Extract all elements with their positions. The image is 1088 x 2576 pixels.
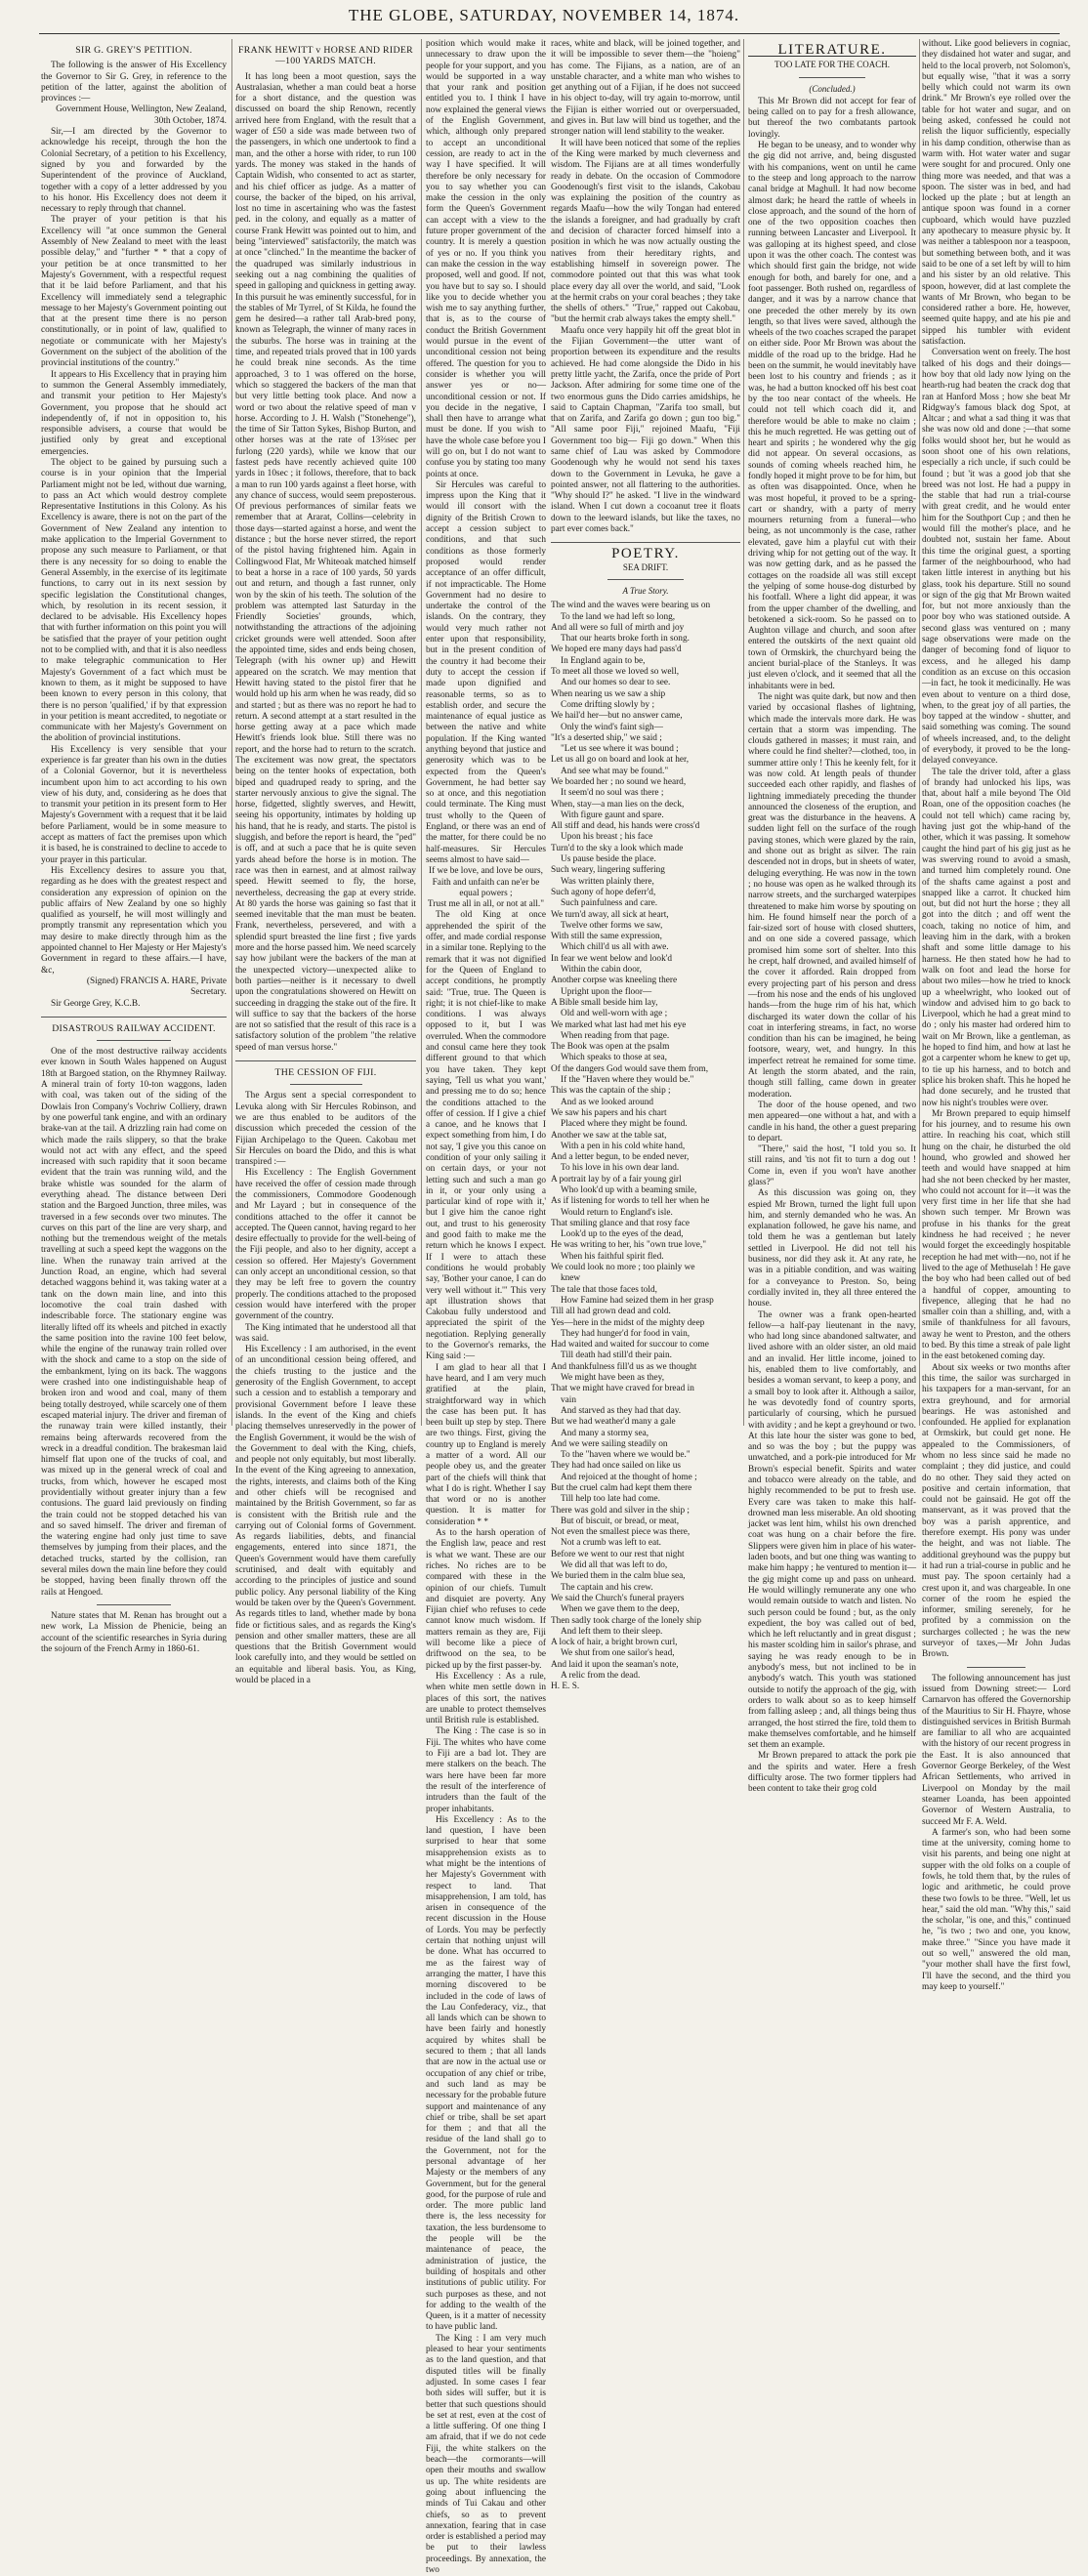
paragraph: The owner was a frank open-hearted fellow—a half-pay lieutenant in the navy, who had long since abandoned saltwater, and lived ashore with an older sister, an old maid and an invalid. Her little income, joined to his, enabled them to live comfortably, and besides a woman servant, to keep a pony, and a small boy to look after it. Although a sailor, he was devotedly fond of country sports, particularly of coursing, which he pursued with avidity ; and he kept a greyhound or two. At this late hour the sister was gone to bed, and so was the boy ; but the puppy was unwatched, and a pork-pie introduced for Mr Brown's especial benefit. Spirits and water and tobacco were already on the table, and highly recommended to be put to fresh use. Every care was taken to make this half-drowned man less miserable. An old shooting jacket was lent him, whilst his own drenched coat was hung on a chair before the fire. Slippers were given him in place of his water-laden boots, and but one thing was wanting to make him happy ; he ventured to mention it—the gig might come up and pass on unheard. He would willingly remunerate any one who would remain outside to watch and listen. No such person could be found ; but, as the only expedient, the boy was called out of bed, which he left reluctantly and in great disgust ; his master scolding him in sailor's phrase, and saying he was ready enough to be in anybody's mess, but not inclined to be in anybody's watch. This youth was stationed outside to notify the approach of the gig, with orders to walk about so as to keep himself from falling asleep ; and, all things being thus arranged, the host stirred the fire, told them to make themselves comfortable, and he himself set them an example. xyxy=(748,1309,916,1751)
verse-line: Yes—here in the midst of the mighty deep xyxy=(551,1317,705,1328)
verse-line: Look'd up to the eyes of the dead, xyxy=(561,1229,684,1240)
verse-line: Not a crumb was left to eat. xyxy=(561,1538,662,1549)
short-rule xyxy=(967,1667,1026,1668)
verse-line: Which speaks to those at sea, xyxy=(561,1053,667,1063)
verse-line: We did all that was left to do, xyxy=(561,1560,668,1571)
verse-line: They had hunger'd for food in vain, xyxy=(561,1328,690,1339)
paragraph: races, white and black, will be joined together, and it will be impossible to sever them—the "hoieng" has come. The Fijians, as a nation, are of an unstable character, and a white man who wishes to get anything out of a Fijian, if he does not succeed in his object to-day, will try again to-morrow, until the Fijian is either worried out or overpersuaded, and gives in. But law will bind us together, and the stronger nation will lend stability to the weaker. xyxy=(551,39,740,138)
story-subtitle: (Concluded.) xyxy=(809,83,856,94)
verse-line: We might have been as they, xyxy=(561,1373,665,1384)
paragraph: Mr Brown prepared to equip himself for his journey, and to resume his own attire. In reaching his coat, which still hung on the chair, he disturbed the old hound, who growled and showed her teeth and would have snapped at him had she not been checked by her master, who could not account for it—it was the very first time in her life that she had shown such temper. Mr Brown was profuse in his thanks for the great kindness he had received ; he never would forget the exceedingly hospitable reception he had met with—no, not if he lived to the age of Methuselah ! He gave the boy who had been called out of bed a handful of copper, amounting to fivepence, alleging that he had no smaller coin than a shilling, and, with a smile of thankfulness for all favours, away he went to Preston, and the others to bed. By this time a streak of pale light in the east betokened coming day. xyxy=(922,1108,1070,1362)
paragraph: A farmer's son, who had been some time at the university, coming home to visit his parents, and being one night at supper with the old folks on a couple of fowls, he told them that, by the rules of logic and arithmetic, he could prove these two fowls to be three. "Well, let us hear," said the old man. "Why this," said the scholar, "is one, and this," continued he, "is two ; two and one, you know, make three." "Since you have made it out so well," answered the old man, "your mother shall have the first fowl, I'll have the second, and the third you may keep to yourself." xyxy=(922,1827,1070,1992)
verse-line: The Book was open at the psalm xyxy=(551,1042,670,1053)
verse-line: We turn'd away, all sick at heart, xyxy=(551,909,669,920)
section-title-poetry: POETRY. xyxy=(611,546,680,562)
verse-line: Till help too late had come. xyxy=(561,1494,660,1505)
verse-line: And laid it upon the seaman's note, xyxy=(551,1659,679,1670)
verse-line: Till all had grown dead and cold. xyxy=(551,1307,671,1317)
column-6 xyxy=(922,39,1070,1992)
verse-line: To the "haven where we would be." xyxy=(561,1450,690,1461)
verse-line: To the land we had left so long, xyxy=(561,611,676,622)
section-title-literature: LITERATURE. xyxy=(748,45,916,57)
paragraph: His Excellency desires to assure you that, regarding as he does with the greatest respect and consideration any expression of opinion on the public affairs of New Zealand by one so highly qualified as yourself, he will most willingly and promptly transmit any representation which you may desire to make directly through him as the appointed channel to Her Majesty or Her Majesty's Government in regard to these affairs.—I have, &c, xyxy=(41,865,227,976)
paragraph: Conversation went on freely. The host talked of his dogs and their doings—how boy that old lady now lying on the hearth-rug had beaten the crack dog that ran at Hanford Moss ; how she beat Mr Ridgway's famous black dog Spot, at Altcar ; and what a sad thing it was that she was now old and done ;—that some folks would shoot her, but he would as soon shoot one of his own relations, especially a rich uncle, if such could be found ; but 'it was a good job that she breed was not lost. He had a puppy in the stable that had run a trial-course with great credit, and he would enter him for the Southport Cup ; and then he would fill the mother's place, and he doubted not, sustain her fame. About this time the original guest, a sporting farmer of the neighbourhood, who had taken little interest in anything but his glass, took his departure. Still no sound or sign of the gig that Mr Brown waited for, but not more anxiously than the poor boy who was stationed outside. A second glass was ventured on ; many sage observations were made on the danger of becoming fond of liquor to excess, and he alleged his damp condition as an excuse on this occasion—in fact, he took it medicinally. He was even about to venture on a third dose, when, to the great joy of all parties, the boy tapped at the window - shutter, and said something was coming. The sound of wheels increased, and, to the delight of everybody, it proved to be the long-delayed conveyance. xyxy=(922,348,1070,767)
verse-line: When his faithful spirit fled. xyxy=(561,1251,664,1262)
quote-line: Trust me all in all, or not at all." xyxy=(427,899,545,910)
verse-line: The wind and the waves were bearing us on xyxy=(551,601,711,611)
paragraph: His Excellency : I am authorised, in the event of an unconditional cession being offered, and the chiefs trusting to the justice and the generosity of the English Government, to accept such a cession and to establish a temporary and provisional Government before I leave these islands. In the event of the King and chiefs placing themselves unreservedly in the power of the English Government, it would be the wish of the Government to deal with the King, chiefs, and people not only equitably, but most liberally. In the event of the King agreeing to annexation, the rights, interests, and claims both of the King and other chiefs will be recognised and maintained by the British Government, so far as is consistent with the British rule and the carrying out of Colonial forms of Government. As regards liabilities, debts, and financial engagements, entered into since 1871, the Queen's Government would have them carefully scrutinised, and dealt with equitably and according to the principles of justice and sound public policy. Any personal liability of the King would be taken over by the Queen's Government. As regards titles to land, whether made by bona fide or fictitious sales, and as regards the King's pension and other smaller matters, these are all questions that the British Government would look carefully into, and they would be settled on an equitable and liberal basis. You, as King, would be placed in a xyxy=(235,1345,416,1686)
verse-line: Till death had still'd their pain. xyxy=(561,1350,672,1361)
section-rule xyxy=(41,1017,227,1018)
verse-line: When reading from that page. xyxy=(561,1030,670,1041)
dateline: Government House, Wellington, New Zealand, 30th October, 1874. xyxy=(56,104,227,126)
verse-line: We marked what last had met his eye xyxy=(551,1019,687,1030)
verse-line: Come drifting slowly by ; xyxy=(561,699,655,710)
signature: (Signed) FRANCIS A. HARE, Private Secretary. xyxy=(86,976,227,998)
paragraph: The night was quite dark, but now and then varied by occasional flashes of lightning, which made the intervals more dark. He was certain that a storm was impending. The clouds gathered in masses; it must rain, and where could he find shelter?—clothed, too, in summer attire only ! This he keenly felt, for it was now cold. At length peals of thunder succeeded each other rapidly, and flashes of lightning immediately preceding the thunder announced the closeness of the eruption, and great was the disturbance in the heavens. A sudden light fell on the surface of the rough paving stones, which were glazed by the rain, and shone out as bright as silver. The rain descended not in drops, but in sheets of water, deluging everything. He was now in the town ; no house was open as he walked through its narrow streets, and the surcharged waterpipes threatened to make him worse by spouting on him. He found himself near the porch of a fair-sized sort of house with closed shutters, and on one side a covered passage, which promised him some sort of shelter. Into this he crept, half drowned, and availed himself of the cover it afforded. Rain dropped from every projecting part of his person and dress—from his nose and the ends of his ungloved hands—from the huge rim of his hat, which discharged its water down the collar of his coat in interfering streams, in fact, no worse condition than his can be imagined, he being footsore, weary, wet, and hungry. In this imperfect retreat he remained for some time. At length the storm abated, and the rain, though still falling, came down in greater moderation. xyxy=(748,691,916,1100)
paragraph: The following announcement has just issued from Downing street:— Lord Carnarvon has offered the Governorship of the Mauritius to Sir H. Fhayre, whose distinguished services in British Burmah are familiar to all who are acquainted with the history of our recent progress in the East. It is also announced that Governor George Berkeley, of the West African Settlements, who arrived in Liverpool on Monday by the mail steamer Loanda, has been appointed Governor of Western Australia, to succeed Mr F. A. Weld. xyxy=(922,1673,1070,1827)
paragraph: Nature states that M. Renan has brought out a new work, La Mission de Phenicie, being an account of the scientific researches in Syria during the sojourn of the French Army in 1860-61. xyxy=(41,1610,227,1654)
verse-line: If the "Haven where they would be." xyxy=(561,1075,694,1086)
verse-line: And as we looked around xyxy=(561,1097,654,1107)
verse-line: To meet all those we loved so well, xyxy=(551,667,680,678)
verse-line: And all were so full of mirth and joy xyxy=(551,622,685,633)
poem-title: SEA DRIFT. xyxy=(622,561,669,572)
verse-line: To his love in his own dear land. xyxy=(561,1163,680,1174)
paragraph: The door of the house opened, and two men appeared—one without a hat, and with a candle in his hand, the other a guest preparing to depart. xyxy=(748,1100,916,1143)
article-heading: THE CESSION OF FIJI. xyxy=(274,1067,377,1079)
verse-line: And a letter begun, to be ended never, xyxy=(551,1152,690,1163)
paragraph: The prayer of your petition is that his Excellency will "at once summon the General Assembly of New Zealand to meet with the least possible delay," and "further * * that a copy of your petition be at once transmitted to her Majesty's Government, with a respectful request that it be laid before Parliament, and that his Excellency will immediately send a telegraphic message to her Majesty's Government pointing out that at the present time there is no person constitutionally, or in point of law, qualified to negotiate or communicate with her Majesty's Government on the subject of the abolition of the provincial institutions of the country." xyxy=(41,215,227,369)
verse-line: Of the dangers God would save them from, xyxy=(551,1063,709,1074)
verse-line: We could look no more ; too plainly we xyxy=(551,1263,695,1273)
section-rule xyxy=(235,1060,416,1061)
verse-line: In fear we went below and look'd xyxy=(551,953,673,964)
paragraph: "There," said the host, "I told you so. It still rains, and 'tis not fit to turn a dog out ! Come in, even if you won't have another glass?" xyxy=(748,1144,916,1187)
article-heading: SIR G. GREY'S PETITION. xyxy=(75,45,192,56)
short-rule xyxy=(97,1604,171,1605)
verse-line: The tale that those faces told, xyxy=(551,1284,657,1295)
verse-line: That we might have craved for bread in xyxy=(551,1384,694,1394)
paragraph: position which would make it unnecessary to draw upon the people for your support, and you would be supported in a way that your rank and position entitled you to. I think I have now explained the general views of the English Government, which, although only prepared to accept an unconditional cession, are ready to act in the way I have specified. It will therefore be only necessary for you to say whether you can make the cession in the only form the Queen's Government can accept with a view to the future proper government of the country. It is merely a question of yes or no. If you think you can make the cession in the way proposed, well and good. If not, you have but to say so. I should like you to decide whether you wish me to say anything further, that is, as to the course of conduct the British Government would pursue in the event of unconditional cession not being offered. The question for you to consider is whether you will answer yes or no—unconditional cession or not. If you decide in the negative, I shall then have to arrange what must be done. If you wish to have the whole case before you I will go on, but I do not want to confuse you by stating too many points at once. xyxy=(426,39,546,479)
paragraph: The King : The case is so in Fiji. The whites who have come to Fiji are a bad lot. They are mere stalkers on the beach. The wars here have been far more the result of the interference of intruders than the fault of the proper inhabitants. xyxy=(426,1726,546,1814)
paragraph: As to the harsh operation of the English law, peace and rest is what we want. These are our riches. No riches are to be compared with these in the opinion of our chiefs. Tumult and disquiet are poverty. Any Fijian chief who refuses to cede cannot know much wisdom. If matters remain as they are, Fiji will become like a piece of driftwood on the sea, to be picked up by the first passer-by. xyxy=(426,1528,546,1671)
column-1 xyxy=(41,39,228,1654)
verse-line: Only the wind's faint sigh— xyxy=(561,722,663,732)
paragraph: The object to be gained by pursuing such a course is in your opinion that the Imperial Parliament might not be led, without due warning, to pass an Act which would destroy complete Representative Institutions in this Colony. As his Excellency is aware, there is not on the part of the Government of New Zealand any intention to make application to the Imperial Government to propose any such measure to Parliament, or that there is any necessity for so doing to enable the General Assembly, in the exercise of its legitimate functions, to carry out in its next session by specific legislation the Constitutional changes, which, by resolution in its recent session, it declared to be advisable. His Excellency hopes that with further information on this point you will be satisfied that the prayer of your petition ought not to be complied with, and that it is also needless to make telegraphic communication to Her Majesty's Government of a fact which must be known to them, as it might be supposed to have been known to every person in this colony, that there is no person 'qualified,' if by that expression in your petition is meant accredited, to negotiate or communicate with her Majesty's Government on the abolition of provincial institutions. xyxy=(41,457,227,744)
masthead-rule xyxy=(39,33,1060,34)
paragraph: It has long been a moot question, says the Australasian, whether a man could beat a horse for a short distance, and the question was discussed on board the ship Renown, recently arrived here from England, with the result that a wager of £50 a side was made between two of the passengers, in which one undertook to find a man, and the other a horse with rider, to run 100 yards. The money was staked in the hands of Captain Widish, who consented to act as starter, and his chief officer as judge. As a matter of course, the backer of the biped, on his arrival, lost no time in ascertaining who was the fastest ped. in the colony, and equally as a matter of course Frank Hewitt was pointed out to him, and being "interviewed" satisfactorily, the match was at once "clinched." In the meantime the backer of the quadruped was similarly industrious in seeking out a nag combining the qualities of speed in galloping and quickness in getting away. In this pursuit he was eminently successful, for in the stables of Mr Tyrrel, of St Kilda, he found the gem he desired—a rather tall Arab-bred pony, known as Telegraph, the winner of many races in the suburbs. The horse was in training at the time, and repeated trials proved that in 100 yards he could break nine seconds. As the time approached, 3 to 1 was offered on the horse, which so staggered the backers of the man that but very little betting took place. And now a word or two about the relative speed of man v horse. According to J. H. Walsh ("Stonehenge"), the time of Sir Tatton Sykes, Bishop Burton, and other horses was at the rate of 13⅔sec per furlong (220 yards), while we know that our fastest peds have recently achieved quite 100 yards in 10sec ; it follows, therefore, that to back a man to run 100 yards against a fleet horse, with any chance of success, would seem preposterous. Of previous performances of similar feats we remember that at Ararat, Collins—celebrity in those days—started against a horse, and went the distance ; but the horse never stirred, the report of the pistol having frightened him. Again in Collingwood Flat, Mr Whiteoak matched himself to beat a horse in a race of 100 yards, 50 yards out and return, and though a fast runner, only won by the skin of his teeth. The solution of the problem was attempted last Saturday in the Friendly Societies' grounds, which, notwithstanding the attractions of the adjoining cricket grounds were well attended. Soon after the appointed time, sides and ends being chosen, Telegraph (with his owner up) and Hewitt appeared on the scratch. We may mention that Hewitt having stated to the pistol firer that he would hold up his arm when he was ready, did so and started ; but as there was no report he had to return. A second attempt at a start resulted in the horse getting away at a pace which made Hewitt's friends look blue. Still there was no report, and the horse had to return to the scratch. The excitement was now great, the spectators being on the tenter hooks of expectation, both biped and quadruped ready to spring, and the starter nervously anxious to give the signal. The horse, fidgetted, slightly swerves, and Hewitt, seeing his opportunity, intimates by holding up his hand, that he is ready, and starts. The pistol is sluggish, and before the report is heard, the "ped" is off, and at such a pace that he is quite seven yards ahead before the horse is in motion. The race was then in earnest, and at almost railway speed. Hewitt seemed to fly, the horse, nevertheless, decreasing the gap at every stride. At 80 yards the horse was gaining so fast that it seemed inevitable that the man must be beaten. Frank, nevertheless, persevered, and with a splendid spurt breasted the line first ; five yards more and the horse passed him. We need scarcely say how jubilant were the backers of the man at the unexpected victory—unexpected alike to both parties—neither is it necessary to dwell upon the congratulations showered on Hewitt on succeeding in dragging the stake out of the fire. It will suffice to say that the backers of the horse are not so satisfied that the result of this race is a satisfactory solution of the problem "the relative speed of man versus horse." xyxy=(235,71,416,1053)
verse-line: He was writing to her, his "own true love," xyxy=(551,1240,707,1251)
poem xyxy=(551,601,740,1692)
verse-line: And left them to their sleep. xyxy=(561,1626,663,1637)
column-5 xyxy=(748,39,916,1795)
paragraph: The King intimated that he understood all that was said. xyxy=(235,1322,416,1344)
verse-line: Old and well-worn with age ; xyxy=(561,1009,668,1019)
verse-line: But of biscuit, or bread, or meat, xyxy=(561,1516,680,1526)
verse-line: A lock of hair, a bright brown curl, xyxy=(551,1638,678,1648)
verse-line: The captain and his crew. xyxy=(561,1582,653,1593)
paragraph: without. Like good believers in cogniac, they disdained hot water and sugar, and held to the local proverb, not Solomon's, but equally wise, "that it was a sorry belly which could not warm its own drink." Mr Brown's eye rolled over the table for hot water and sugar, and on being asked, confessed he could not relish the liquor sufficiently, especially in his damp condition, otherwise than as warm with. Hot water water and sugar were sought for and procured. Only one thing more was needed, and that was a spoon. The sister was in bed, and had locked up the plate ; but at length an antique spoon was found in a corner cupboard, which would have puzzled any apothecary to measure physic by. It was neither a tablespoon nor a teaspoon, but something between both, and it was said to be one of a set left by will to him and his sister by an old relative. This spoon, however, did at last complete the wants of Mr Brown, who began to be considered rather a bore. He, however, seemed quite happy, and ate his pie and sipped his tumbler with evident satisfaction. xyxy=(922,39,1070,348)
paragraph: It will have been noticed that some of the replies of the King were marked by much cleverness and wisdom. The Fijians are at all times wonderfully ready in debate. On the occasion of Commodore Goodenough's first visit to the islands, Cakobau was explaining the position of the country as regards Maafu—how the wily Tongan had entered the islands a foreigner, and had gradually by craft and decision of character forced himself into a position in which he was now actually ousting the natives from their hereditary rights, and establishing himself in sovereign power. The commodore pointed out that this was what took place every day all over the world, and said, "Look at the hermit crabs on your coral beaches ; they take the shells of others." "True," rapped out Cakobau, "but the hermit crab always takes the empty shell." xyxy=(551,138,740,325)
addressee: Sir George Grey, K.C.B. xyxy=(51,998,141,1009)
story-title: TOO LATE FOR THE COACH. xyxy=(774,60,890,70)
verse-line: Was written plainly there, xyxy=(561,876,654,887)
verse-line: And starved as they had that day. xyxy=(561,1405,682,1416)
verse-line: There was gold and silver in the ship ; xyxy=(551,1505,690,1516)
paragraph: It appears to His Excellency that in praying him to summon the General Assembly immediately, and transmit your petition to Her Majesty's Government, you propose that he should act independently of, if not in opposition to, his responsible advisers, a course that would be justified only by great and exceptional emergencies. xyxy=(41,369,227,457)
verse-line: And see what may be found." xyxy=(561,766,669,776)
poem-subtitle: A True Story. xyxy=(622,585,669,596)
verse-line: This was the captain of the ship ; xyxy=(551,1086,671,1097)
verse-line: We boarded her ; no sound we heard, xyxy=(551,777,687,787)
verse-line: It seem'd no soul was there ; xyxy=(561,788,664,799)
verse-line: We buried them in the calm blue sea, xyxy=(551,1571,686,1582)
article-heading: FRANK HEWITT v HORSE AND RIDER—100 YARDS MATCH. xyxy=(238,45,413,67)
verse-line: Not even the smallest piece was there, xyxy=(551,1527,690,1538)
verse-line: We shut from one sailor's head, xyxy=(561,1648,675,1659)
verse-line: Twelve other forms we saw, xyxy=(561,920,663,931)
verse-line: knew xyxy=(561,1273,581,1284)
verse-line: And many a stormy sea, xyxy=(561,1428,649,1438)
verse-line: As if listening for words to tell her when he xyxy=(551,1196,710,1207)
masthead: THE GLOBE, SATURDAY, NOVEMBER 14, 1874. xyxy=(348,6,740,24)
verse-line: We hail'd her—but no answer came, xyxy=(551,711,683,722)
verse-line: Then sadly took charge of the lonely ship xyxy=(551,1615,701,1626)
paragraph: The tale the driver told, after a glass of brandy had unlocked his lips, was that, about half a mile beyond The Old Roan, one of the opposition coaches (he could not tell which) came racing by, having just got the whip-hand of the other, which it was passing. It somehow caught the hind part of his gig just as he was swerving round to avoid a smash, and turned him completely round. One of the shafts came against a post and snapped like a carrot. It chucked him out, but did not hurt the horse ; they all got into the ditch ; and off went the coach, taking no notice of him, and leaving him in the dark, with a broken shaft and some little damage to his harness. He then stated how he had to walk on foot and lead the horse for about two miles—how he tried to knock up a wheelwright, who looked out of window and advised him to go back to Liverpool, which he had a great mind to do ; only his master had ordered him to wait on Mr Brown, like a gentleman, as he hoped to find him, and how at last he got a carpenter whom he knew to get up, to tie up his harness, and to botch and splice his broken shaft. This he hoped he had done securely, and he trusted that now his night's troubles were over. xyxy=(922,767,1070,1108)
verse-line: With still the same expression, xyxy=(551,932,663,942)
paragraph: One of the most destructive railway accidents ever known in South Wales happened on August 18th at Bargoed station, on the Rhymney Railway. A mineral train of forty 10-ton waggons, laden with coal, was taken out of the siding of the Dowlais Iron Company's Vochriw Colliery, drawn by one powerful tank engine, and with an ordinary brake-van at the tail. A drizzling rain had come on which made the rails slippery, so that the brake would not act with any effect, and the speed increased with such rapidity that it soon became evident that the train was running wild, and the brake whistle was sounded for the alarm of everything ahead. The distance between Deri station and the Bargoed Junction, three miles, was traversed in a few seconds over two minutes. The curves on this part of the line are very sharp, and nothing but the tremendous weight of the metals travelling at such a speed kept the waggons on the line. When the runaway train arrived at the Junction Road, an engine, which had several detached waggons behind it, was taking water at a tank on the down main line, and into this locomotive the coal train dashed with indescribable force. The stationary engine was literally lifted off its wheels and pitched in exactly the same position into the ravine 100 feet below, while the engine of the runaway train rolled over with the shock and came to a stop on the side of the embankment, lying on its back. The waggons were crashed into one indistinguishable heap of broken iron and wood and coal, many of them being totally destroyed, while scarcely one of them escaped material injury. The driver and fireman of the runaway train were killed instantly, their remains being afterwards recovered from the wreck in a dreadful condition. The brakesman laid himself flat upon one of the trucks of coal, and was mixed up in the general wreck of coal and trucks, from which, however he escaped most providentially without greater injury than a few contusions. The guard laid previously on finding the train could not be stopped detached his van and so saved himself. The driver and fireman of the watering engine had only just time to save themselves by jumping from their places, and the detached trucks, started by the collision, ran several miles down the main line before they could be stopped, having been finally thrown off the rails at Hengoed. xyxy=(41,1047,228,1598)
verse-line: We said the Church's funeral prayers xyxy=(551,1593,685,1603)
verse-line: Another corpse was kneeling there xyxy=(551,976,678,986)
verse-line: Such agony of hope deferr'd, xyxy=(551,887,656,897)
paragraph: His Excellency is very sensible that your experience is far greater than his own in the duties of a Colonial Governor, but it is nevertheless incumbent upon him to act according to his own view of his duty, and, considering as he does that to transmit your petition in its present form to Her Majesty's Government with a request that it be laid before Parliament, would be in some measure to accept as matters of fact the premises upon which it is based, he is constrained to decline to accede to your prayer in this particular. xyxy=(41,744,227,865)
verse-line: When, stay—a man lies on the deck, xyxy=(551,799,685,810)
paragraph: The Argus sent a special correspondent to Levuka along with Sir Hercules Robinson, and we are thus enabled to be auditors of the discussion which preceded the cession of the Fijian Archipelago to the Queen. Cakobau met Sir Hercules on board the Dido, and this is what transpired :— xyxy=(235,1091,416,1168)
paragraph: The King : I am very much pleased to hear your sentiments as to the land question, and that disputed titles will be finally adjusted. In some cases I fear both sides will suffer, but it is better that such questions should be set at rest, even at the cost of a little suffering. Of one thing I am afraid, that if we do not cede Fiji, the white stalkers on the beach—the cormorants—will open their mouths and swallow us up. The white residents are going about influencing the minds of Tui Cakau and other chiefs, so as to prevent annexation, fearing that in case order is established a period may be put to their lawless proceedings. By annexation, the two xyxy=(426,2333,546,2575)
verse-line: That smiling glance and that rosy face xyxy=(551,1218,690,1228)
paragraph: Sir,—I am directed by the Governor to acknowledge his receipt, through the hon the Colonial Secretary, of a petition to his Excellency, signed by you and forwarded by the Superintendent of the province of Auckland, together with a copy of a letter addressed by you to his honor. His Excellency does not deem it necessary to reply through that channel. xyxy=(41,127,227,215)
verse-line: A relic from the dead. xyxy=(561,1671,641,1682)
poem-signature: H. E. S. xyxy=(551,1682,580,1692)
verse-line: And our homes so dear to see. xyxy=(561,678,671,688)
paragraph: This Mr Brown did not accept for fear of being called on to pay for a fresh allowance, but thereof the two combatants partook lovingly. xyxy=(748,96,916,140)
verse-line: Placed where they might be found. xyxy=(561,1119,688,1130)
paragraph: The following is the answer of His Excellency the Governor to Sir G. Grey, in reference to the petition of the latter, against the abolition of provinces :— xyxy=(41,61,227,104)
paragraph: As this discussion was going on, they espied Mr Brown, turned the light full upon him, and sternly demanded who he was. An explanation followed, he gave his name, and told them he was a gentleman but lately settled in Liverpool. He did not tell his business, nor did they ask it. At any rate, he was in a pitiable condition, and was waiting for a conveyance to Preston. So, being cordially invited in, they all three entered the house. xyxy=(748,1188,916,1309)
verse-line: vain xyxy=(561,1394,577,1405)
verse-line: But the cruel calm had kept them there xyxy=(551,1483,692,1493)
verse-line: "Let us see where it was bound ; xyxy=(561,744,679,755)
short-rule xyxy=(607,579,684,580)
verse-line: How Famine had seized them in her grasp xyxy=(561,1295,714,1306)
verse-line: And thankfulness fill'd us as we thought xyxy=(551,1361,697,1372)
column-3 xyxy=(426,39,546,2575)
verse-line: Let us all go on board and look at her, xyxy=(551,755,690,766)
paragraph: I am glad to hear all that I have heard, and I am very much gratified at the plain, straightforward way in which the case has been put. It has been built up step by step. There are two things. First, giving the country up to England is merely a matter of a word. All our people obey us, and the greater part of the chiefs will think that what I do is right. Whether I say that word or no is another question. It is matter for consideration * * xyxy=(426,1362,546,1527)
verse-line: With a pen in his cold white hand, xyxy=(561,1141,686,1151)
column-2 xyxy=(235,39,416,1686)
verse-line: "It's a deserted ship," we said ; xyxy=(551,732,662,743)
paragraph: His Excellency : As a rule, when white men settle down in places of this sort, the natives are unable to protect themselves until British rule is established. xyxy=(426,1671,546,1726)
paragraph: Mr Brown prepared to attack the pork pie and the spirits and water. Here a fresh difficulty arose. The two former tipplers had been content to take their grog cold xyxy=(748,1751,916,1795)
paragraph: His Excellency : The English Government have received the offer of cession made through the commissioners, Commodore Goodenough and Mr Layard ; but in consequence of the conditions attached to the offer it cannot be accepted. The Queen cannot, having regard to her desire effectually to provide for the well-being of the Fiji people, and also to her dignity, accept a cession so offered. Her Majesty's Government can only accept an unconditional cession, so that they may be left free to govern the country properly. The conditions attached to the proposed cession would have interfered with the proper government of the country. xyxy=(235,1168,416,1322)
verse-line: With figure gaunt and spare. xyxy=(561,810,664,820)
verse-line: Who look'd up with a beaming smile, xyxy=(561,1184,697,1195)
verse-line: Would return to England's isle. xyxy=(561,1207,673,1218)
article-heading: DISASTROUS RAILWAY ACCIDENT. xyxy=(52,1022,216,1034)
verse-line: When we gave them to the deep, xyxy=(561,1604,680,1615)
column-divider xyxy=(231,39,232,1426)
paragraph: He began to be uneasy, and to wonder why the gig did not arrive, and, being disgusted with his companions, went on until he came to the steep and long approach to the narrow canal bridge at Maghull. It had now become almost dark; he heard the rattle of wheels in close approach, and the sound of the horn of one of the two opposition coaches then running between Lancaster and Liverpool. It was galloping at its highest speed, and close upon it was the other coach. The contest was which should first gain the bridge, not wide enough for both, and barely for one, and a foot passenger. Both rushed on, regardless of danger, and it was by a narrow chance that one preceded the other merely by its own length, so that lives were saved, although the wheels of the two coaches scraped the parapet on either side. Poor Mr Brown was about the middle of the road up to the bridge. Had he been on the summit, he would inevitably have been lost to his country and friends ; as it was, he had a button knocked off his best coat by the too near contact of the wheels. He could not tell which coach did it, and therefore would be able to make no claim ; this he much regretted. He was getting out of heart and spirits ; he wondered why the gig did not appear. On several occasions, as sounds of coming wheels reached him, he fondly hoped it might prove to be for him, but as often was disappointed. Once, when he was most hopeful, it proved to be a spring-cart or shandry, with a party of merry mourners returning from a funeral—who being, as not uncommonly is the case, rather elevated, gave him a playful cut with their driving whip for not getting out of the way. It was now getting dark, and as he passed the cottages on the roadside all was still except the yelping of some house-dog disturbed by his footfall. Where a light did appear, it was from the upper chamber of the dwelling, and betokened a sick-room. So he passed on to Aughton village and church, and soon after entered the outskirts of the next quaint old town of Ormskirk, the churchyard being the ancient burial-place of the Stanleys. It was just eleven o'clock, and it seemed that all the inhabitants were in bed. xyxy=(748,141,916,691)
verse-line: Upright upon the floor— xyxy=(561,986,652,997)
verse-line: Had waited and waited for succour to come xyxy=(551,1340,709,1350)
column-divider xyxy=(743,39,744,1426)
quote-line: If we be love, and love be ours, xyxy=(429,866,543,877)
verse-line: A Bible small beside him lay, xyxy=(551,997,658,1008)
verse-line: Such painfulness and care. xyxy=(561,898,658,909)
verse-line: We saw his papers and his chart xyxy=(551,1107,667,1118)
verse-line: Us pause beside the place. xyxy=(561,854,656,865)
short-rule xyxy=(799,77,866,78)
short-rule xyxy=(290,1084,362,1085)
paragraph: Maafu once very happily hit off the great blot in the Fijian Government—the utter want of proportion between its expenditure and the results achieved. He had come alongside the Dido in his pretty little yacht, the Zarifa, once the pride of Port Jackson. After admiring for some time one of the two enormous guns the Dido carries amidships, he said to Captain Chapman, "Zarifa too small, but that on Zarifa, and Zarifa go down ; gun too big." "All same poor Fiji," rejoined Maafu, "Fiji Government too big— Fiji go down." When this same chief of Lau was asked by Commodore Goodenough why he would not send his taxes down to the Government in Levuka, he gave a pointed answer, not all flattering to the authorities. "Why should I?" he asked. "I live in the windward island. When I cut down a cocoanut tree it floats down to the leeward islands, but like the taxes, no part ever comes back." xyxy=(551,325,740,535)
column-divider xyxy=(919,39,920,1426)
column-4 xyxy=(551,39,740,1692)
section-rule xyxy=(551,542,740,543)
paragraph: His Excellency : As to the land question, I have been surprised to hear that some misapprehension exists as to what might be the intentions of her Majesty's Government with respect to land. That misapprehension, I am told, has arisen in consequence of the recent discussion in the House of Lords. You may be perfectly certain that nothing unjust will be done. What has occurred to me as the fairest way of arranging the matter, I have this morning discovered to be included in the code of laws of the Lau Confederacy, viz., that all lands which can be shown to have been fairly and honestly acquired by whites shall be secured to them ; that all lands that are now in the actual use or occupation of any chief or tribe, and such land as may be necessary for the probable future support and maintenance of any chief or tribe, shall be set apart for them ; and that all the residue of the land shall go to the Government, not for the personal advantage of her Majesty or the members of any Government, but for the general good, for the purpose of rule and order. The more public land there is, the less necessity for taxation, the less burdensome to the people will be the maintenance of peace, the administration of justice, the building of hospitals and other institutions of public utility. For such purposes as these, and not for adding to the wealth of the Queen, is it a matter of necessity to have public land. xyxy=(426,1814,546,2333)
verse-line: They had had once sailed on like us xyxy=(551,1461,681,1472)
verse-line: And we were sailing steadily on xyxy=(551,1438,668,1449)
verse-line: Upon his breast ; his face xyxy=(561,832,653,843)
verse-line: Turn'd to the sky a look which made xyxy=(551,843,684,853)
verse-line: In England again to be, xyxy=(561,655,646,666)
verse-line: But we had weather'd many a gale xyxy=(551,1417,676,1428)
paragraph: The old King at once apprehended the spirit of the offer, and made cordial response in a similar tone. Replying to the remark that it was not dignified for the Queen of England to accept conditions, he promptly said: "True, true. The Queen is right; it is not chief-like to make conditions. I was always opposed to it, but I was overruled. When the commodore and consul came here they took different ground to that which you have taken. They kept saying, 'Tell us what you want,' and pressing me to do so; hence the conditions attached to the offer of cession. If I give a chief a canoe, and he knows that I expect something from him, I do not say, 'I give you this canoe on condition of your only sailing it on certain days, or your not letting such and such a man go in it, or your only using a particular kind of rope with it,' but I give him the canoe right out, and trust to his generosity and good faith to make me the return which he knows I expect. If I were to attach these conditions he would probably say, 'Bother your canoe, I can do very well without it.'" This very apt illustration shows that Cakobau fully understood and appreciated the spirit of the negotiation. Replying generally to the Governor's remarks, the King said :— xyxy=(426,910,546,1362)
short-rule xyxy=(97,1040,171,1041)
quote-line: Faith and unfaith can ne'er be equal powers ; xyxy=(432,877,540,898)
verse-line: When nearing us we saw a ship xyxy=(551,688,666,699)
verse-line: All stiff and dead, his hands were cross'd xyxy=(551,821,700,832)
verse-line: Before we went to our rest that night xyxy=(551,1549,685,1559)
paragraph: About six weeks or two months after this time, the sailor was surcharged in his taxpapers for a man-servant, for an extra greyhound, and for armorial bearings. He was astonished and confounded. He applied for explanation at Ormskirk, but could get none. He appealed to the Commissioners, of whom no less since said he made no complaint ; they did justice, and could do no other. They said they acted on positive and certain information, that could not be gainsaid. He got off the manservant, as it was proved that the boy was a parish apprentice, and therefore exempt. His pony was under the height, and was not liable. The additional greyhound was the puppy but it had run a trial-course in public and he must pay. The spoon certainly had a crest upon it, and was chargeable. In one corner of the room he espied the informer, smiling serenely, for he profited by a commission on the surcharges collected ; he was the new surveyor of taxes,—Mr John Judas Brown. xyxy=(922,1362,1070,1660)
verse-line: And rejoiced at the thought of home ; xyxy=(561,1472,697,1482)
column-divider xyxy=(421,39,422,1426)
paragraph: Sir Hercules was careful to impress upon the King that it would ill consort with the dignity of the British Crown to accept a cession subject to conditions, and that such conditions as those formerly proposed would render acceptance of an offer difficult, if not impracticable. The Home Government had no desire to undertake the control of the islands. On the contrary, they would very much rather not enter upon that responsibility, but in the present condition of the country it had become their duty to accept the cession if made upon dignified and reasonable terms, so as to establish order, and secure the maintenance of equal justice as between the native and white population. If the King wanted anything beyond that justice and generosity which was to be expected from the Queen's Government, he had better say so at once, and this negotiation could terminate. The King must trust wholly to the Queen of England, or there was an end of the matter, for there could be no half-measures. Sir Hercules seems almost to have said— xyxy=(426,479,546,865)
verse-line: Which chill'd us all with awe. xyxy=(561,942,669,953)
verse-line: Another we saw at the table sat, xyxy=(551,1130,667,1141)
verse-line: That our hearts broke forth in song. xyxy=(561,634,690,644)
verse-line: Such weary, lingering suffering xyxy=(551,865,665,876)
verse-line: We hoped ere many days had pass'd xyxy=(551,644,682,655)
verse-line: Within the cabin door, xyxy=(561,965,642,976)
verse-line: A portrait lay by of a fair young girl xyxy=(551,1174,682,1184)
